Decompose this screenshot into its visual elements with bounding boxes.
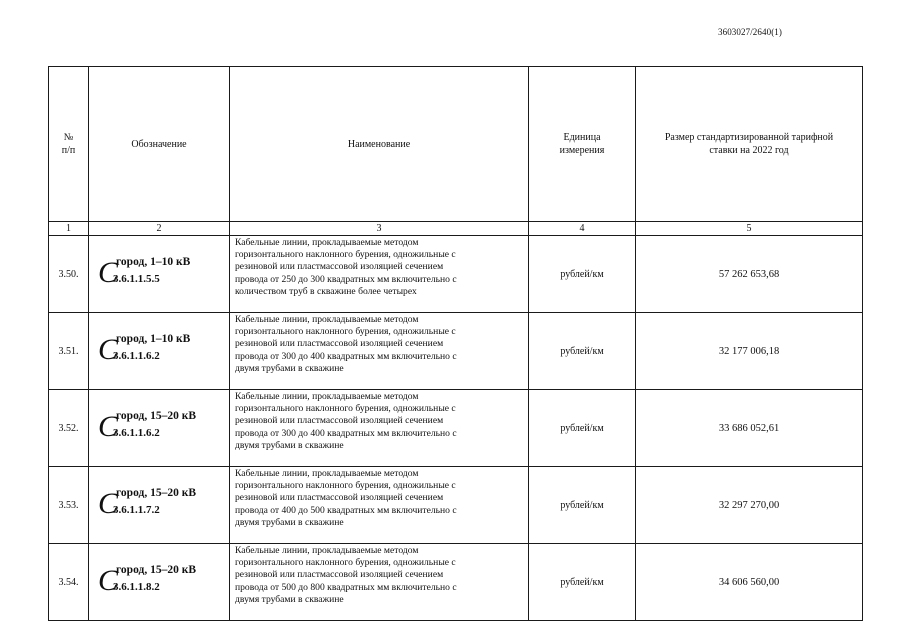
table-header-row [49,67,863,222]
designation-letter: C [98,410,119,443]
designation-superscript: город, 1–10 кВ [116,256,191,268]
row-rate-value: 34 606 560,00 [636,544,863,621]
designation-superscript: город, 15–20 кВ [116,410,196,422]
column-index-cell: 1 [49,222,89,236]
designation-superscript: город, 15–20 кВ [116,564,196,576]
row-rate-value: 33 686 052,61 [636,390,863,467]
designation-superscript: город, 1–10 кВ [116,333,191,345]
column-index-cell: 5 [636,222,863,236]
designation-superscript: город, 15–20 кВ [116,487,196,499]
row-designation [89,313,230,390]
row-number: 3.51. [49,313,89,390]
header-cell-unit [529,67,636,222]
designation-symbol [98,564,226,600]
row-unit: рублей/км [529,236,636,313]
header-name-label: Наименование [347,138,411,150]
designation-letter: C [98,564,119,597]
row-designation [89,467,230,544]
row-name [230,544,529,621]
column-index-cell: 2 [89,222,230,236]
table-row [49,313,863,390]
table-row [49,390,863,467]
designation-letter: C [98,333,119,366]
table-row [49,467,863,544]
designation-subscript: 3.6.1.1.5.5 [113,273,160,285]
row-rate-value: 57 262 653,68 [636,236,863,313]
header-unit-label: Единица измерения [559,132,605,156]
row-designation [89,544,230,621]
row-name [230,390,529,467]
table-row [49,544,863,621]
row-name-text: Кабельные линии, прокладываемые методом горизонтального наклонного бурения, одножильные с резиновой или пластмассовой изоляцией сечением провода от 300 до 400 квадратных мм включительно с двумя трубами в скважине [235,314,457,374]
row-name-text: Кабельные линии, прокладываемые методом горизонтального наклонного бурения, одножильные с резиновой или пластмассовой изоляцией сечением провода от 250 до 300 квадратных мм включительно с количеством труб в скважине более четырех [235,237,457,297]
row-rate-value: 32 177 006,18 [636,313,863,390]
row-unit: рублей/км [529,467,636,544]
designation-letter: C [98,256,119,289]
row-unit: рублей/км [529,390,636,467]
column-index-row [49,222,863,236]
row-name [230,313,529,390]
row-unit: рублей/км [529,544,636,621]
row-number: 3.52. [49,390,89,467]
row-name [230,236,529,313]
row-name [230,467,529,544]
designation-symbol [98,410,226,446]
designation-subscript: 3.6.1.1.8.2 [113,581,160,593]
table-row [49,236,863,313]
document-code: 3603027/2640(1) [718,27,782,37]
header-cell-rate [636,67,863,222]
row-designation [89,236,230,313]
designation-subscript: 3.6.1.1.6.2 [113,350,160,362]
tariff-table [48,66,863,621]
header-cell-name [230,67,529,222]
column-index-cell: 4 [529,222,636,236]
row-unit: рублей/км [529,313,636,390]
row-number: 3.50. [49,236,89,313]
header-cell-designation [89,67,230,222]
row-number: 3.53. [49,467,89,544]
header-number-label: № п/п [61,132,76,156]
header-designation-label: Обозначение [131,138,187,150]
designation-symbol [98,487,226,523]
row-number: 3.54. [49,544,89,621]
designation-subscript: 3.6.1.1.6.2 [113,427,160,439]
header-rate-label: Размер стандартизированной тарифной ставки на 2022 год [664,132,834,156]
designation-symbol [98,256,226,292]
row-name-text: Кабельные линии, прокладываемые методом горизонтального наклонного бурения, одножильные с резиновой или пластмассовой изоляцией сечением провода от 500 до 800 квадратных мм включительно с двумя трубами в скважине [235,545,457,605]
designation-letter: C [98,487,119,520]
header-cell-number [49,67,89,222]
column-index-cell: 3 [230,222,529,236]
designation-subscript: 3.6.1.1.7.2 [113,504,160,516]
row-rate-value: 32 297 270,00 [636,467,863,544]
row-name-text: Кабельные линии, прокладываемые методом горизонтального наклонного бурения, одножильные с резиновой или пластмассовой изоляцией сечением провода от 400 до 500 квадратных мм включительно с двумя трубами в скважине [235,468,457,528]
row-name-text: Кабельные линии, прокладываемые методом горизонтального наклонного бурения, одножильные с резиновой или пластмассовой изоляцией сечением провода от 300 до 400 квадратных мм включительно с двумя трубами в скважине [235,391,457,451]
designation-symbol [98,333,226,369]
row-designation [89,390,230,467]
